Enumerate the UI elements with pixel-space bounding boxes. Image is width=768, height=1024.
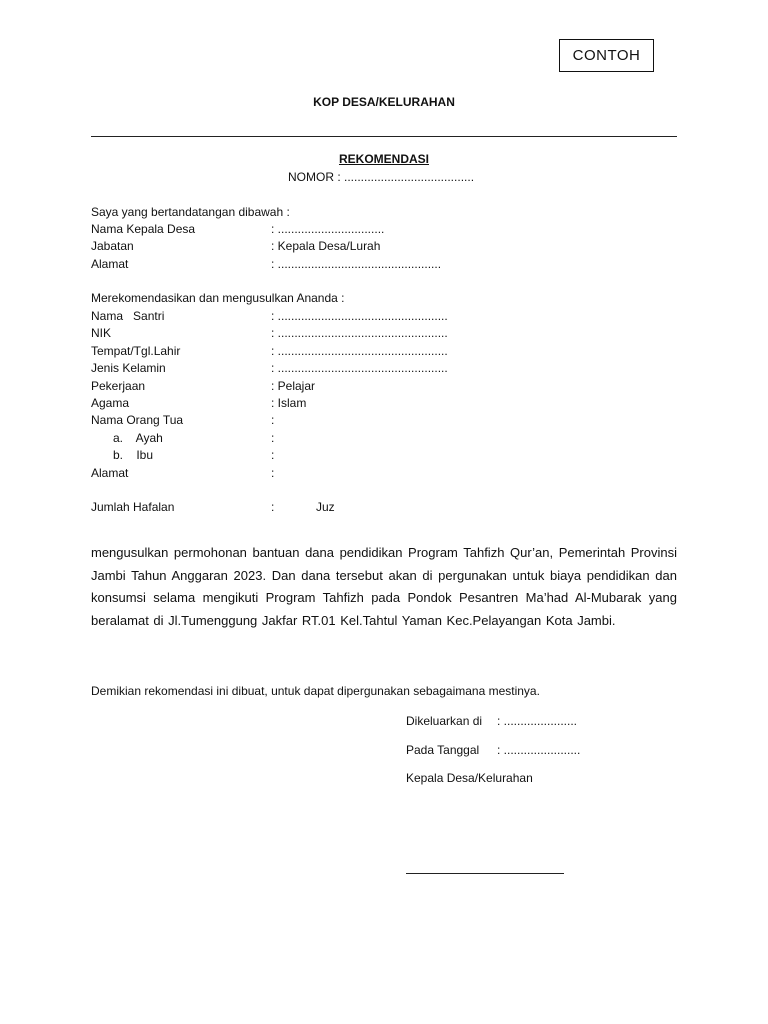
field-label: Nama Orang Tua xyxy=(91,413,184,427)
field-value: : xyxy=(271,413,275,427)
field-value: : xyxy=(271,431,275,445)
field-label: Agama xyxy=(91,396,130,410)
field-label: Alamat xyxy=(91,466,129,480)
field-label: Nama Santri xyxy=(91,309,165,323)
field-value: : ................................................. xyxy=(271,257,442,271)
field-value: : ................................................... xyxy=(271,326,448,340)
recommend-intro: Merekomendasikan dan mengusulkan Ananda : xyxy=(91,291,345,305)
field-value: : ................................................... xyxy=(271,309,448,323)
field-label: Jumlah Hafalan xyxy=(91,500,175,514)
field-value: : xyxy=(271,466,275,480)
contoh-stamp: CONTOH xyxy=(559,39,654,72)
field-colon: : xyxy=(271,500,275,514)
letterhead: KOP DESA/KELURAHAN xyxy=(313,95,455,109)
field-value: : ...................... xyxy=(497,714,578,728)
field-value: : xyxy=(271,448,275,462)
field-value: : ................................................... xyxy=(271,344,448,358)
field-label: Jabatan xyxy=(91,239,134,253)
letterhead-divider xyxy=(91,136,677,137)
field-value: : Kepala Desa/Lurah xyxy=(271,239,381,253)
field-label: a. Ayah xyxy=(113,431,163,445)
field-label: Dikeluarkan di xyxy=(406,714,483,728)
field-label: Alamat xyxy=(91,257,129,271)
field-value: : Pelajar xyxy=(271,379,316,393)
field-label: Tempat/Tgl.Lahir xyxy=(91,344,181,358)
field-label: Jenis Kelamin xyxy=(91,361,166,375)
field-value: : ................................................... xyxy=(271,361,448,375)
signature-line xyxy=(406,873,564,874)
field-value: : ....................... xyxy=(497,743,581,757)
document-number: NOMOR : ....................................... xyxy=(288,170,475,184)
field-label: Nama Kepala Desa xyxy=(91,222,196,236)
field-label: Pada Tanggal xyxy=(406,743,480,757)
hafalan-unit: Juz xyxy=(316,500,335,514)
document-title: REKOMENDASI xyxy=(338,152,429,166)
body-paragraph: mengusulkan permohonan bantuan dana pendidikan Program Tahfizh Qur’an, Pemerintah Provinsi Jambi Tahun Anggaran 2023. Dan dana tersebut akan di pergunakan untuk biaya pendidikan dan konsumsi selama mengikuti Program Tahfizh pada Pondok Pesantren Ma’had Al-Mubarak yang beralamat di Jl.Tumenggung Jakfar RT.01 Kel.Tahtul Yaman Kec.Pelayangan Kota Jambi. xyxy=(91,545,677,628)
field-label: NIK xyxy=(91,326,112,340)
field-label: b. Ibu xyxy=(113,448,154,462)
intro-text: Saya yang bertandatangan dibawah : xyxy=(91,205,290,219)
signer-title: Kepala Desa/Kelurahan xyxy=(406,771,533,785)
field-value: : ................................ xyxy=(271,222,385,236)
field-label: Pekerjaan xyxy=(91,379,146,393)
closing-text: Demikian rekomendasi ini dibuat, untuk dapat dipergunakan sebagaimana mestinya. xyxy=(91,684,540,698)
field-value: : Islam xyxy=(271,396,307,410)
